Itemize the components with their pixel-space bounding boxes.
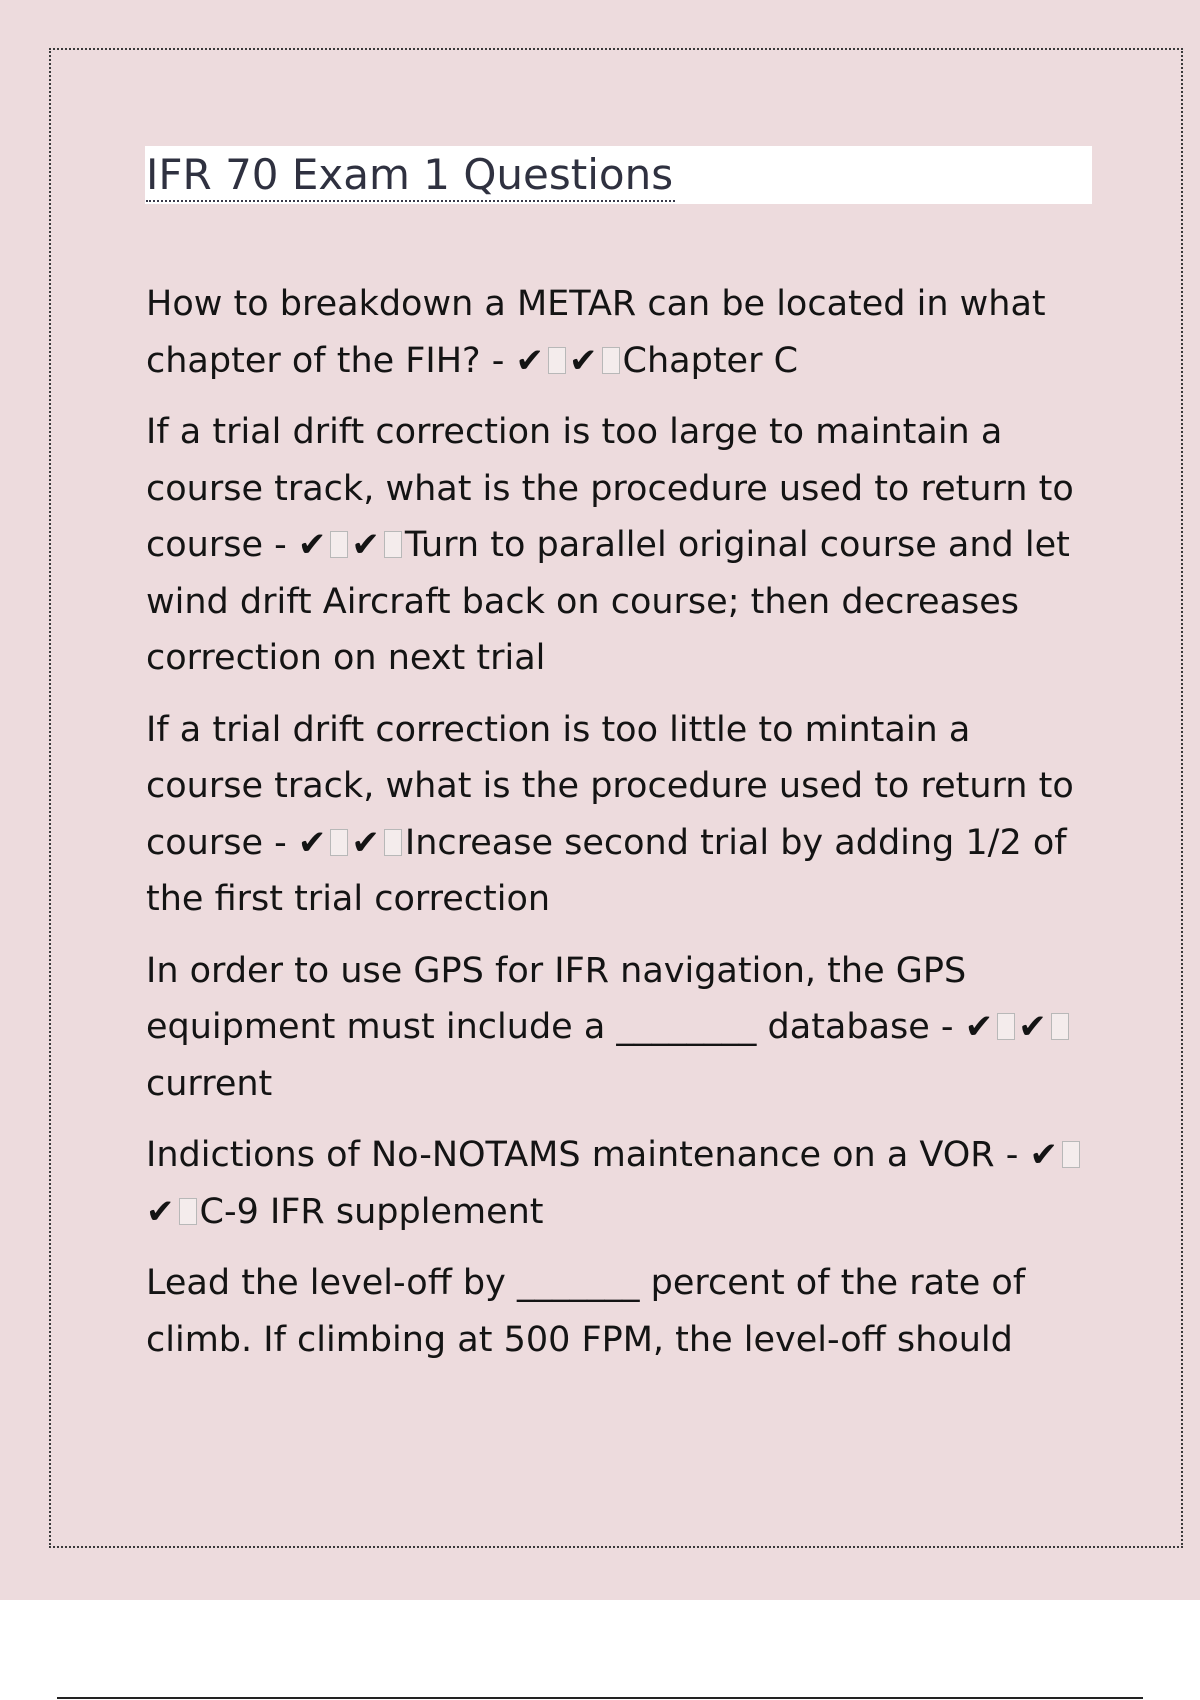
check-icon: ✔ xyxy=(569,340,598,381)
qa-item xyxy=(146,943,1096,1113)
question-list xyxy=(146,276,1096,1383)
separator: - xyxy=(994,1135,1030,1175)
check-icon: ✔ xyxy=(964,1007,994,1047)
answer-text: Increase second trial by adding 1/2 of the first trial correction xyxy=(146,822,1067,919)
question-text: If a trial drift correction is too large to maintain a course track, what is the procedure used to return to course xyxy=(146,412,1074,565)
qa-item xyxy=(146,702,1096,928)
separator: - xyxy=(263,822,298,863)
separator: - xyxy=(480,340,516,381)
question-text: Indictions of No-NOTAMS maintenance on a VOR xyxy=(146,1135,995,1175)
empty-box-icon xyxy=(997,1013,1015,1040)
empty-box-icon xyxy=(602,347,620,374)
separator: - xyxy=(929,1007,965,1047)
question-text: How to breakdown a METAR can be located in what chapter of the FIH? xyxy=(146,284,1046,381)
empty-box-icon xyxy=(1062,1141,1080,1168)
empty-box-icon xyxy=(384,829,402,856)
check-icon: ✔ xyxy=(515,340,545,381)
answer-text: Chapter C xyxy=(622,340,799,381)
check-icon: ✔ xyxy=(297,525,327,565)
answer-text: Turn to parallel original course and let wind drift Aircraft back on course; then decreases correction on next trial xyxy=(146,525,1070,678)
check-icon: ✔ xyxy=(1029,1135,1059,1175)
empty-box-icon xyxy=(548,347,566,374)
empty-box-icon xyxy=(330,829,348,856)
check-icon: ✔ xyxy=(351,822,380,863)
answer-text: C-9 IFR supplement xyxy=(199,1191,544,1232)
qa-item xyxy=(146,1127,1096,1240)
qa-item xyxy=(146,404,1096,687)
check-icon: ✔ xyxy=(1018,1007,1047,1047)
answer-text: current xyxy=(146,1063,273,1104)
question-text: If a trial drift correction is too little to mintain a course track, what is the procedure used to return to course xyxy=(146,709,1074,863)
page-title: IFR 70 Exam 1 Questions xyxy=(146,150,675,202)
question-text: Lead the level-off by _______ percent of the rate of climb. If climbing at 500 FPM, the level-off should xyxy=(146,1263,1026,1360)
empty-box-icon xyxy=(384,531,402,558)
footer-divider xyxy=(57,1697,1143,1699)
qa-item xyxy=(146,276,1096,389)
question-text: In order to use GPS for IFR navigation, the GPS equipment must include a ________ database xyxy=(146,950,967,1047)
check-icon: ✔ xyxy=(351,525,380,565)
empty-box-icon xyxy=(330,531,348,558)
check-icon: ✔ xyxy=(146,1191,175,1232)
qa-item xyxy=(146,1255,1096,1368)
empty-box-icon xyxy=(1051,1013,1069,1040)
empty-box-icon xyxy=(179,1198,197,1225)
check-icon: ✔ xyxy=(297,822,327,863)
separator: - xyxy=(263,525,298,565)
